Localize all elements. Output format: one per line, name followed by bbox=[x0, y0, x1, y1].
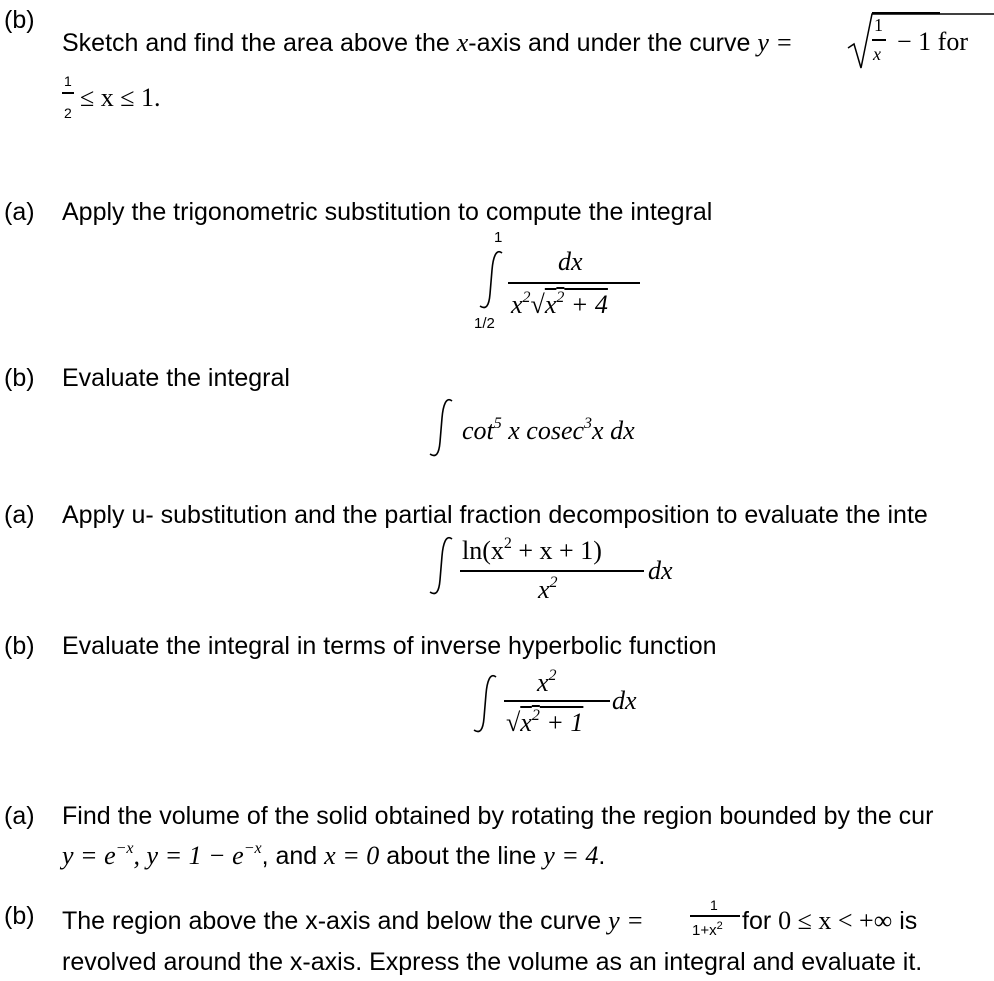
differential: dx bbox=[612, 686, 637, 715]
radicand bbox=[545, 290, 608, 319]
question-label: (b) bbox=[4, 902, 35, 930]
question-label: (b) bbox=[4, 632, 35, 660]
math-part: 1+x bbox=[692, 922, 717, 939]
question-text-line2 bbox=[62, 841, 605, 869]
math-part: y = e bbox=[62, 841, 116, 870]
sqrt-glyph: √ bbox=[530, 290, 545, 319]
math-expr: − 1 for bbox=[897, 27, 968, 56]
fraction-numerator: 1 bbox=[710, 897, 718, 913]
question-label: (a) bbox=[4, 802, 35, 830]
exponent: 2 bbox=[531, 707, 540, 724]
math-part: x bbox=[538, 575, 550, 604]
text-part: about the line bbox=[379, 842, 544, 870]
fraction-numerator: 1 bbox=[64, 73, 72, 89]
question-label: (a) bbox=[4, 198, 35, 226]
integral-sign bbox=[478, 250, 508, 312]
exponent: 3 bbox=[584, 415, 593, 432]
exponent: 5 bbox=[493, 415, 502, 432]
math-part: x cosec bbox=[501, 416, 585, 445]
fraction-denominator bbox=[692, 921, 723, 938]
fraction-bar bbox=[460, 570, 644, 572]
math-part: x bbox=[544, 290, 557, 319]
math-eq: y = bbox=[757, 28, 793, 57]
text-part: The region above the x-axis and below the curve bbox=[62, 907, 609, 935]
radicand bbox=[520, 708, 583, 737]
integral-sign bbox=[428, 398, 458, 460]
question-text bbox=[62, 908, 644, 934]
fraction-denominator bbox=[506, 708, 583, 736]
radical-overbar bbox=[872, 12, 940, 14]
integral-upper-limit: 1 bbox=[494, 229, 503, 246]
math-part: x bbox=[511, 290, 523, 319]
fraction-bar bbox=[690, 915, 740, 917]
exponent: 2 bbox=[522, 289, 531, 306]
question-text: Find the volume of the solid obtained by rotating the region bounded by the cur bbox=[62, 802, 934, 830]
fraction-numerator bbox=[537, 668, 557, 696]
question-label: (a) bbox=[4, 501, 35, 529]
math-var: x bbox=[456, 28, 469, 57]
fraction-denominator: x bbox=[873, 44, 881, 64]
math-part: 0 ≤ x < +∞ bbox=[778, 906, 893, 935]
math-part: x = 0 bbox=[324, 841, 380, 870]
question-text: Apply u- substitution and the partial fraction decomposition to evaluate the inte bbox=[62, 501, 928, 529]
integral-sign bbox=[428, 536, 458, 598]
math-part: , y = 1 − e bbox=[133, 841, 244, 870]
integral-lower-limit: 1/2 bbox=[474, 315, 495, 332]
question-label: (b) bbox=[4, 364, 35, 392]
question-text bbox=[62, 30, 793, 56]
text-part: , and bbox=[261, 842, 325, 870]
text-part: is bbox=[892, 907, 918, 935]
fraction-numerator: dx bbox=[558, 247, 583, 276]
integral-sign bbox=[472, 674, 502, 736]
math-part: + x + 1) bbox=[511, 536, 602, 565]
sqrt-glyph: √ bbox=[506, 708, 521, 737]
fraction-bar bbox=[504, 700, 610, 702]
fraction-denominator bbox=[538, 575, 558, 603]
math-part: cot bbox=[462, 416, 494, 445]
text-part: for bbox=[742, 907, 779, 935]
fraction-numerator bbox=[462, 536, 602, 564]
question-text: Evaluate the integral bbox=[62, 364, 290, 392]
math-part: y = bbox=[608, 906, 644, 935]
math-part: x bbox=[520, 708, 532, 737]
question-text: Apply the trigonometric substitution to compute the integral bbox=[62, 198, 713, 226]
fraction-denominator bbox=[511, 290, 608, 318]
exponent: −x bbox=[243, 840, 262, 857]
math-part: ln(x bbox=[462, 536, 504, 565]
exponent: 2 bbox=[503, 535, 512, 552]
exponent: −x bbox=[115, 840, 134, 857]
exponent: 2 bbox=[716, 920, 723, 932]
question-label: (b) bbox=[4, 6, 35, 34]
fraction-bar bbox=[872, 39, 886, 41]
math-part: x bbox=[537, 668, 549, 697]
fraction-numerator: 1 bbox=[874, 15, 883, 35]
fraction-denominator: 2 bbox=[64, 105, 72, 121]
differential: dx bbox=[648, 556, 673, 585]
text-part: Sketch and find the area above the bbox=[62, 29, 457, 57]
question-text-line2: revolved around the x-axis. Express the volume as an integral and evaluate it. bbox=[62, 948, 923, 976]
exponent: 2 bbox=[549, 574, 558, 591]
math-expr: ≤ x ≤ 1. bbox=[80, 83, 161, 112]
text-part: -axis and under the curve bbox=[468, 29, 758, 57]
fraction-bar bbox=[62, 92, 74, 94]
exponent: 2 bbox=[556, 289, 565, 306]
math-part: + 4 bbox=[564, 290, 608, 319]
math-part: x dx bbox=[592, 416, 635, 445]
exponent: 2 bbox=[548, 667, 557, 684]
question-text bbox=[742, 908, 917, 934]
fraction-bar bbox=[508, 282, 640, 284]
integrand bbox=[462, 416, 635, 444]
text-part: . bbox=[598, 842, 606, 870]
question-text: Evaluate the integral in terms of inverse hyperbolic function bbox=[62, 632, 717, 660]
math-part: + 1 bbox=[539, 708, 584, 737]
math-part: y = 4 bbox=[543, 841, 599, 870]
